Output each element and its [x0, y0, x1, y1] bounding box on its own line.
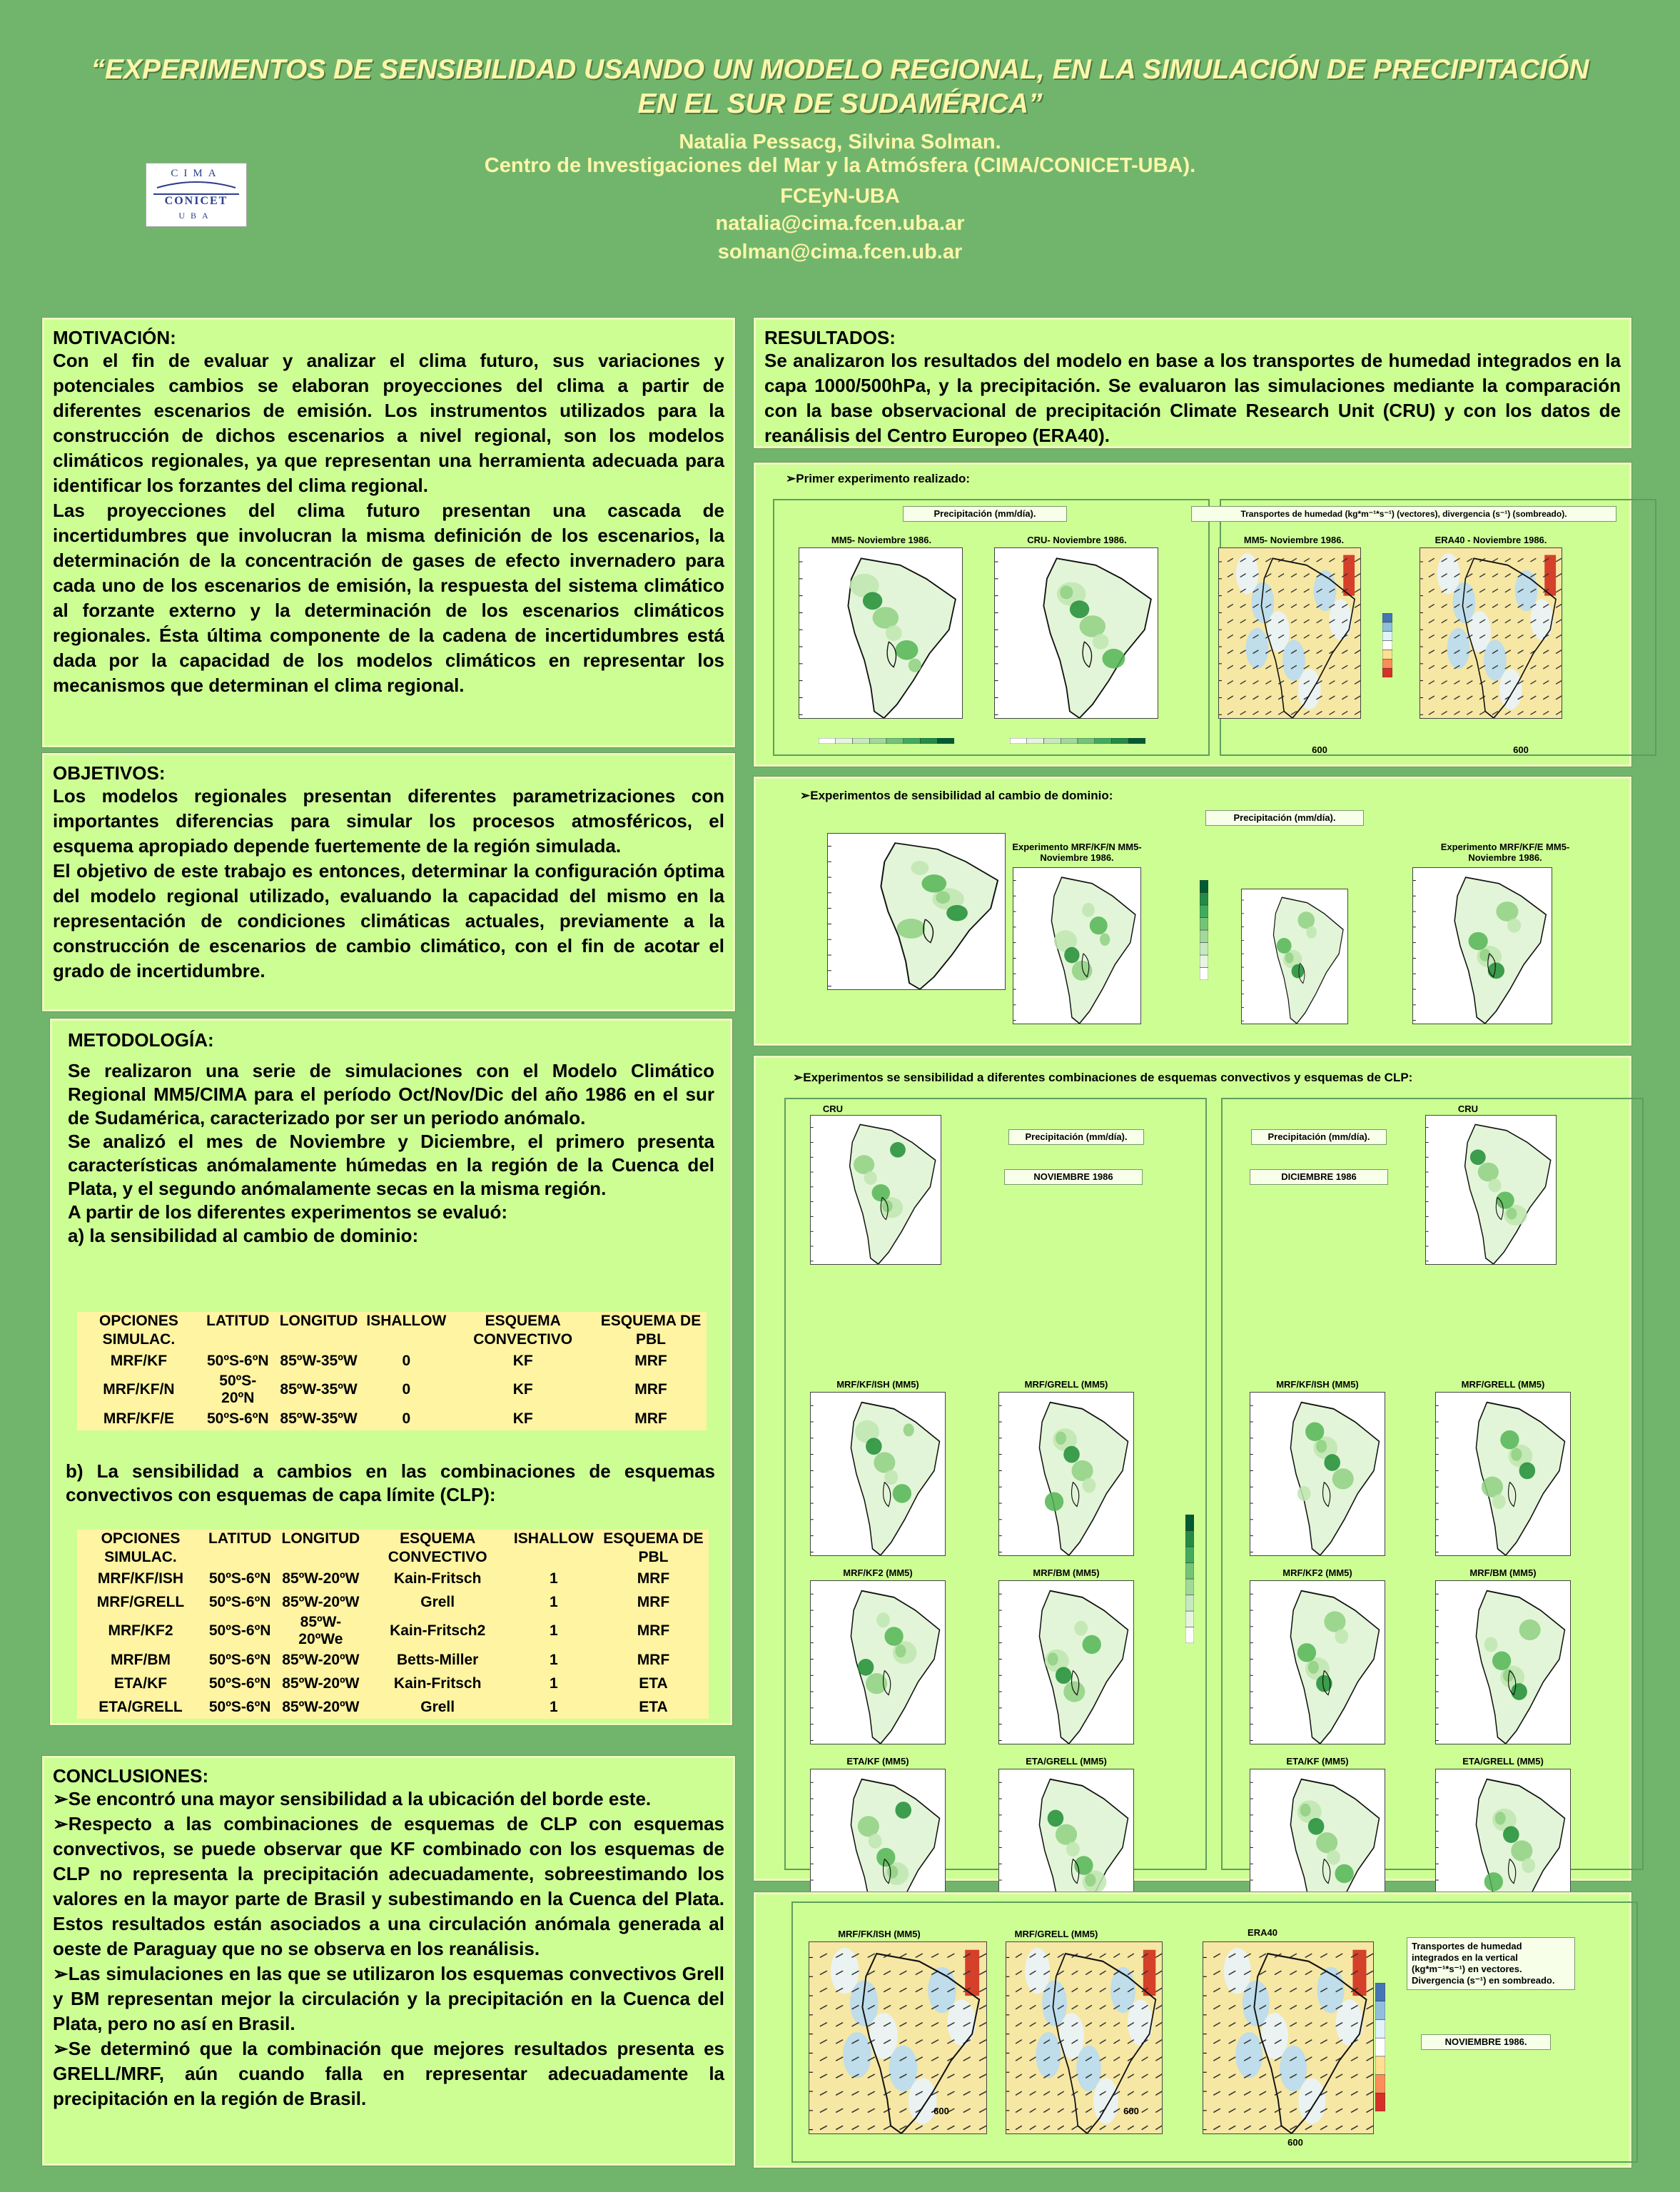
table-cell: 85ºW-35ºW — [280, 1410, 358, 1427]
conclusiones-title: CONCLUSIONES: — [53, 1765, 209, 1787]
table-cell: 0 — [402, 1410, 411, 1427]
map-graphic — [1006, 1942, 1162, 2133]
table-cell: MRF/KF2 — [108, 1622, 173, 1639]
table-cell: 85ºW-35ºW — [280, 1381, 358, 1398]
fig1-colorbar-2 — [1010, 734, 1145, 740]
map-cru-dic — [1425, 1115, 1557, 1265]
poster-title: “EXPERIMENTOS DE SENSIBILIDAD USANDO UN MODELO REGIONAL, EN LA SIMULACIÓN DE PRECIPITACIÓN EN EL SUR DE SUDAMÉRICA” — [91, 54, 1589, 119]
fig3-map-label: ETA/KF (MM5) — [846, 1756, 909, 1767]
motivacion-p1: Con el fin de evaluar y analizar el clima futuro, sus variaciones y potenciales cambios se elaboran proyecciones del clima a partir de diferentes escenarios de emisión. Los instrumentos utilizados para la construcción de dichos escenarios a nivel regional, son los modelos climáticos regionales, ya que representan una herramienta adecuada para identificar los forzantes del clima regional. — [53, 350, 724, 496]
table-cell: 50ºS-6ºN — [207, 1410, 269, 1427]
email-2[interactable]: solman@cima.fcen.ub.ar — [717, 241, 963, 263]
fig3-precip-tag-nov: Precipitación (mm/día). — [1008, 1129, 1144, 1145]
objetivos-title: OBJETIVOS: — [53, 762, 166, 784]
map-graphic — [1413, 868, 1552, 1024]
table-cell: 1 — [550, 1570, 558, 1587]
table-cell: Grell — [420, 1593, 455, 1610]
fig3-map-label: MRF/GRELL (MM5) — [1024, 1379, 1108, 1390]
fig2-title: ➢Experimentos de sensibilidad al cambio de dominio: — [800, 789, 1113, 802]
table-row — [77, 1648, 709, 1672]
fig3-nov-tag: NOVIEMBRE 1986 — [1004, 1169, 1143, 1185]
fig3-colorbar — [1185, 1515, 1194, 1643]
table-cell: 1 — [550, 1698, 558, 1715]
fig1-panel — [754, 463, 1631, 767]
map-graphic — [799, 548, 962, 718]
table-row — [77, 1567, 709, 1590]
fig2-map-e-label: Experimento MRF/KF/E MM5- Noviembre 1986. — [1440, 842, 1570, 863]
fig3-map — [1250, 1580, 1385, 1744]
table-row — [77, 1695, 709, 1719]
table-cell: Kain-Fritsch — [393, 1675, 482, 1692]
table-cell: 85ºW-20ºW — [282, 1570, 360, 1587]
fig3-map-label: MRF/BM (MM5) — [1469, 1567, 1537, 1578]
table-cell: ETA — [639, 1675, 668, 1692]
table-cell: ETA/GRELL — [98, 1698, 183, 1715]
table-cell: 85ºW-20ºW — [282, 1593, 360, 1610]
logo-bottom-text: UBA — [178, 211, 214, 221]
table-cell: 1 — [550, 1675, 558, 1692]
table-cell: MRF/KF/E — [103, 1410, 174, 1427]
colorbar-graphic — [819, 738, 954, 744]
conclusiones-list — [53, 1787, 724, 2111]
map-domain-e — [1412, 867, 1552, 1024]
table-cell: 50ºS-20ºN — [219, 1373, 257, 1406]
table-cell: 85ºW-20ºW — [282, 1651, 360, 1668]
metodologia-p5: b) La sensibilidad a cambios en las combinaciones de esquemas convectivos con esquemas de capa límite (CLP): — [66, 1460, 715, 1505]
map-graphic — [809, 1942, 986, 2133]
table-cell: Betts-Miller — [396, 1651, 479, 1668]
map-graphic — [1436, 1581, 1570, 1744]
fig2-colorbar — [1200, 880, 1208, 980]
fig3-panel — [754, 1056, 1631, 1881]
fig3-map-label: ETA/GRELL (MM5) — [1462, 1756, 1544, 1767]
map-fk-ish-transport — [809, 1941, 987, 2134]
map-graphic — [1242, 889, 1347, 1024]
conclusion-item: ➢Las simulaciones en las que se utilizaron los esquemas convectivos Grell y BM representan mejor la circulación y la precipitación en la Cuenca del Plata, pero no así en Brasil. — [53, 1963, 724, 2034]
table-cell: Kain-Fritsch — [393, 1570, 482, 1587]
arrow-bullet-icon: ➢ — [53, 1788, 69, 1809]
table-cell: MRF — [634, 1352, 667, 1369]
fig3-map — [810, 1580, 946, 1744]
map-graphic — [828, 834, 1005, 989]
fig1-map2-label: CRU- Noviembre 1986. — [1027, 535, 1127, 545]
fig1-title: ➢Primer experimento realizado: — [786, 472, 971, 485]
table-cell: 85ºW-35ºW — [280, 1352, 358, 1369]
fig4-scale-3: 600 — [1287, 2137, 1303, 2148]
fig3-map — [998, 1580, 1134, 1744]
fig2-precip-tag: Precipitación (mm/día). — [1205, 810, 1364, 826]
table-convective-options — [77, 1530, 709, 1719]
table-cell: MRF/KF — [110, 1352, 168, 1369]
fig3-map-label: MRF/GRELL (MM5) — [1461, 1379, 1545, 1390]
table1-header: LONGITUD — [279, 1313, 358, 1329]
map-graphic — [1013, 868, 1140, 1024]
map-domain-full — [827, 833, 1006, 990]
arrow-bullet-icon: ➢ — [53, 1813, 69, 1834]
fig4-label-3: ERA40 — [1248, 1927, 1277, 1938]
map-graphic — [1420, 548, 1562, 718]
map-mm5-nov-transport — [1218, 547, 1361, 719]
fig4-month-tag: NOVIEMBRE 1986. — [1421, 2034, 1551, 2050]
table-cell: 1 — [550, 1593, 558, 1610]
table-cell: ETA — [639, 1698, 668, 1715]
logo-arc-icon — [153, 179, 239, 189]
fig4-scale-2: 600 — [1123, 2106, 1139, 2116]
fig3-map-label: ETA/GRELL (MM5) — [1026, 1756, 1107, 1767]
fig3-map-label: MRF/KF/ISH (MM5) — [1276, 1379, 1359, 1390]
resultados-panel — [754, 318, 1631, 448]
metodologia-p1: Se realizaron una serie de simulaciones con el Modelo Climático Regional MM5/CIMA para el período Oct/Nov/Dic del año 1986 en el sur de Sudamérica, caracterizado por ser un periodo anómalo. — [68, 1060, 714, 1128]
fig3-map-label: MRF/KF2 (MM5) — [1282, 1567, 1352, 1578]
fig2-map-n-label: Experimento MRF/KF/N MM5- Noviembre 1986. — [1012, 842, 1142, 863]
map-era40-transport — [1203, 1941, 1374, 2134]
table-cell: 50ºS-6ºN — [208, 1651, 271, 1668]
resultados-title: RESULTADOS: — [764, 327, 896, 348]
table-cell: Grell — [420, 1698, 455, 1715]
motivacion-title: MOTIVACIÓN: — [53, 327, 176, 348]
table1-header: ESQUEMA CONVECTIVO — [473, 1313, 573, 1348]
table-cell: 50ºS-6ºN — [208, 1593, 271, 1610]
table-cell: MRF/KF/N — [103, 1381, 175, 1398]
fig3-map — [1250, 1392, 1385, 1556]
logo-top-text: CIMA — [171, 168, 222, 179]
table1-header: ISHALLOW — [366, 1313, 447, 1329]
fig1-scale-1: 600 — [1312, 744, 1327, 755]
colorbar-graphic — [1375, 1983, 1385, 2111]
metodologia-p3: A partir de los diferentes experimentos se evaluó: — [68, 1201, 508, 1223]
fig1-map3-label: MM5- Noviembre 1986. — [1243, 535, 1345, 545]
cima-logo — [146, 163, 247, 227]
table-row — [77, 1672, 709, 1695]
colorbar-graphic — [1382, 613, 1392, 677]
map-graphic — [1250, 1581, 1385, 1744]
table1-header: ESQUEMA DE PBL — [600, 1313, 702, 1348]
arrow-bullet-icon: ➢ — [53, 1963, 69, 1984]
table-row — [77, 1349, 707, 1373]
fig3-cru-nov-label: CRU — [822, 1103, 844, 1114]
map-cru-nov-precip — [994, 547, 1158, 719]
fig1-colorbar-1 — [819, 734, 954, 740]
motivacion-panel — [42, 318, 735, 747]
objetivos-panel — [42, 753, 735, 1011]
conclusion-item: ➢Se determinó que la combinación que mejores resultados presenta es GRELL/MRF, aún cuando falla en representar adecuadamente la precipitación en la región de Brasil. — [53, 2038, 724, 2109]
table-row — [77, 1407, 707, 1430]
institution: Centro de Investigaciones del Mar y la Atmósfera (CIMA/CONICET-UBA). — [484, 154, 1196, 177]
table-cell: 50ºS-6ºN — [207, 1352, 269, 1369]
fig1-transport-tag: Transportes de humedad (kg*m⁻¹*s⁻¹) (vectores), divergencia (s⁻¹) (sombreado). — [1191, 506, 1616, 522]
table-cell: MRF — [637, 1622, 670, 1639]
fig4-label-2: MRF/GRELL (MM5) — [1014, 1929, 1098, 1939]
fig1-map4-label: ERA40 - Noviembre 1986. — [1434, 535, 1547, 545]
map-graphic — [999, 1581, 1133, 1744]
table-cell: 1 — [550, 1622, 558, 1639]
fig1-divergence-colorbar — [1382, 613, 1392, 677]
fig3-title: ➢Experimentos se sensibilidad a diferentes combinaciones de esquemas convectivos y esquemas de CLP: — [793, 1071, 1413, 1084]
fig3-precip-tag-dic: Precipitación (mm/día). — [1251, 1129, 1387, 1145]
table-cell: KF — [512, 1352, 533, 1369]
map-domain-n — [1013, 867, 1141, 1024]
table-row — [77, 1590, 709, 1614]
fig4-label-1: MRF/FK/ISH (MM5) — [838, 1929, 921, 1939]
table-cell: 85ºW-20ºW — [282, 1698, 360, 1715]
fig3-map-label: MRF/KF/ISH (MM5) — [836, 1379, 919, 1390]
map-graphic — [1203, 1942, 1373, 2133]
map-mm5-nov-precip — [799, 547, 963, 719]
table-cell: 85ºW-20ºWe — [298, 1614, 343, 1647]
motivacion-p2: Las proyecciones del clima futuro presentan una cascada de incertidumbres que involucran la misma definición de los escenarios, la determinación de la concentración de gases de efecto invernadero para cada uno de los escenarios de emisión, la respuesta del sistema climático al forzante externo y la determinación de los escenarios climáticos regionales. Ésta última componente de la cadena de incertidumbres está dada por la capacidad de los modelos climáticos en representar los mecanismos que determinan el clima regional. — [53, 500, 724, 696]
table-row — [77, 1614, 709, 1648]
fig1-scale-2: 600 — [1513, 744, 1529, 755]
map-era40-nov-transport — [1420, 547, 1562, 719]
map-cru-nov — [810, 1115, 941, 1265]
table2-header: LONGITUD — [281, 1530, 360, 1547]
table1-header: LATITUD — [206, 1313, 270, 1329]
table2-header: ESQUEMA DE PBL — [603, 1530, 704, 1565]
fig3-cru-dic-label: CRU — [1457, 1103, 1479, 1114]
fig3-map — [810, 1392, 946, 1556]
table-cell: MRF — [634, 1410, 667, 1427]
table-cell: 50ºS-6ºN — [208, 1698, 271, 1715]
fig4-panel — [754, 1892, 1631, 2168]
fig4-scale-1: 600 — [933, 2106, 949, 2116]
fig3-dic-tag: DICIEMBRE 1986 — [1250, 1169, 1388, 1185]
fig3-map-label: MRF/BM (MM5) — [1033, 1567, 1100, 1578]
table-cell: 0 — [402, 1352, 411, 1369]
table-cell: 0 — [402, 1381, 411, 1398]
authors: Natalia Pessacg, Silvina Solman. — [679, 131, 1001, 153]
map-domain-center — [1241, 889, 1348, 1024]
table-cell: ETA/KF — [113, 1675, 168, 1692]
table-cell: 50ºS-6ºN — [208, 1675, 271, 1692]
table-row — [77, 1373, 707, 1407]
table-cell: MRF — [637, 1651, 670, 1668]
table-cell: MRF — [634, 1381, 667, 1398]
colorbar-graphic — [1010, 738, 1145, 744]
map-graphic — [1219, 548, 1360, 718]
objetivos-p2: El objetivo de este trabajo es entonces, determinar la configuración óptima del modelo regional utilizado, evaluando la capacidad del mismo en la representación de condiciones climáticas actuales, previamente a la construcción de escenarios de cambio climático, con el fin de acotar el grado de incertidumbre. — [53, 860, 724, 981]
table2-header: ESQUEMA CONVECTIVO — [388, 1530, 487, 1565]
table-cell: KF — [512, 1381, 533, 1398]
fig4-divergence-colorbar — [1375, 1983, 1385, 2111]
map-graphic — [811, 1393, 945, 1555]
fig1-map1-label: MM5- Noviembre 1986. — [831, 535, 932, 545]
table-cell: 50ºS-6ºN — [208, 1570, 271, 1587]
colorbar-graphic — [1185, 1515, 1194, 1643]
fig3-map-label: MRF/KF2 (MM5) — [843, 1567, 913, 1578]
map-graphic — [811, 1116, 941, 1264]
table-cell: 50ºS-6ºN — [208, 1622, 271, 1639]
table1-header: OPCIONES SIMULAC. — [98, 1313, 178, 1348]
conclusion-item: ➢Se encontró una mayor sensibilidad a la ubicación del borde este. — [53, 1788, 652, 1809]
metodologia-p2: Se analizó el mes de Noviembre y Diciembre, el primero presenta características anómalamente húmedas en la región de la Cuenca del Plata, y el segundo anómalamente secas en la misma región. — [68, 1131, 714, 1199]
conclusiones-panel — [42, 1756, 735, 2166]
table-cell: MRF/BM — [111, 1651, 171, 1668]
arrow-bullet-icon: ➢ — [53, 2038, 69, 2059]
map-graphic — [811, 1581, 945, 1744]
map-graphic — [995, 548, 1158, 718]
fig1-precip-tag: Precipitación (mm/día). — [903, 506, 1067, 522]
table-cell: MRF — [637, 1593, 670, 1610]
colorbar-graphic — [1200, 880, 1208, 980]
map-graphic — [1250, 1393, 1385, 1555]
email-1[interactable]: natalia@cima.fcen.uba.ar — [715, 212, 965, 235]
faculty: FCEyN-UBA — [780, 185, 900, 208]
map-graphic — [1426, 1116, 1556, 1264]
fig3-map — [1435, 1392, 1571, 1556]
table-cell: 1 — [550, 1651, 558, 1668]
map-graphic — [1436, 1393, 1570, 1555]
metodologia-p4: a) la sensibilidad al cambio de dominio: — [68, 1225, 419, 1246]
table2-header: OPCIONES SIMULAC. — [101, 1530, 181, 1565]
fig3-map — [1435, 1580, 1571, 1744]
fig4-transport-tag: Transportes de humedad integrados en la vertical (kg*m⁻¹*s⁻¹) en vectores. Divergencia (s⁻¹) en sombreado. — [1407, 1937, 1575, 1990]
table-cell: KF — [512, 1410, 533, 1427]
fig3-map-label: ETA/KF (MM5) — [1286, 1756, 1349, 1767]
table-cell: MRF — [637, 1570, 670, 1587]
fig2-panel — [754, 777, 1631, 1046]
conclusion-item: ➢Respecto a las combinaciones de esquemas de CLP con esquemas convectivos, se puede observar que KF combinado con los esquemas de CLP no representa la precipitación adecuadamente, sobreestimando los valores en la mayor parte de Brasil y subestimando en la Cuenca del Plata. Estos resultados están asociados a una circulación anómala generada al oeste de Paraguay que no se observa en los reanálisis. — [53, 1813, 724, 1959]
table2-header: LATITUD — [208, 1530, 272, 1547]
table-cell: Kain-Fritsch2 — [390, 1622, 486, 1639]
table-cell: MRF/KF/ISH — [97, 1570, 184, 1587]
metodologia-p5-wrap — [66, 1460, 715, 1507]
table-cell: 85ºW-20ºW — [282, 1675, 360, 1692]
resultados-p1: Se analizaron los resultados del modelo en base a los transportes de humedad integrados en la capa 1000/500hPa, y la precipitación. Se evaluaron las simulaciones mediante la comparación con la base observacional de precipitación Climate Research Unit (CRU) y con los datos de reanálisis del Centro Europeo (ERA40). — [764, 350, 1621, 446]
metodologia-title: METODOLOGÍA: — [68, 1029, 214, 1051]
table-domain-options — [77, 1312, 707, 1430]
fig3-map — [998, 1392, 1134, 1556]
map-graphic — [999, 1393, 1133, 1555]
table2-header: ISHALLOW — [513, 1530, 594, 1547]
objetivos-p1: Los modelos regionales presentan diferentes parametrizaciones con importantes diferencias para simular los procesos atmosféricos, el esquema apropiado depende fuertemente de la región simulada. — [53, 785, 724, 857]
logo-mid-text: CONICET — [164, 195, 228, 207]
table-cell: MRF/GRELL — [96, 1593, 185, 1610]
